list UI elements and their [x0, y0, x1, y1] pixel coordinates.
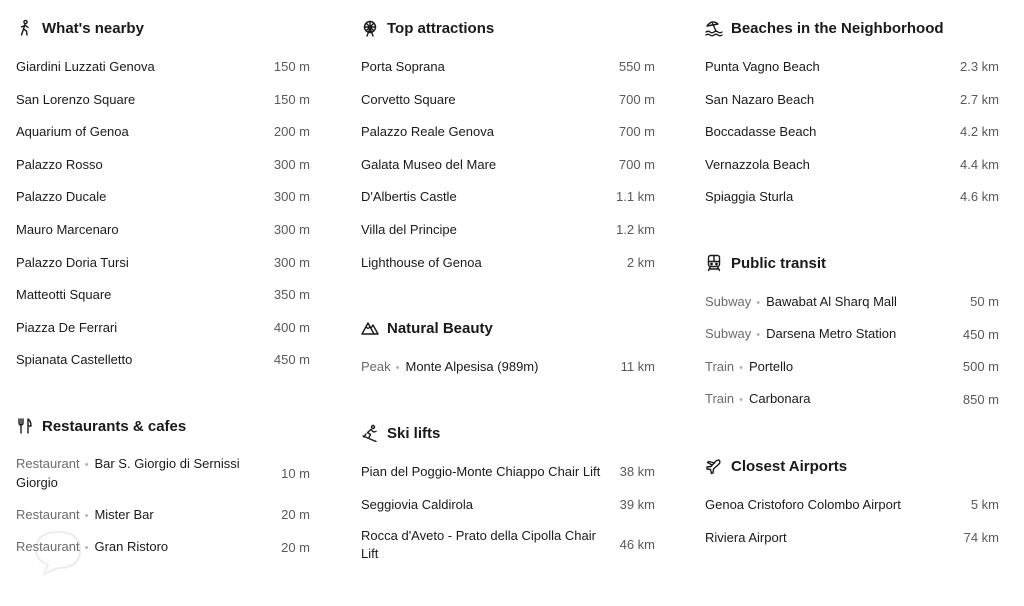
list-item[interactable] — [361, 357, 655, 377]
place-name: D'Albertis Castle — [361, 189, 457, 205]
place-category: Train — [705, 391, 735, 407]
place-distance: 400 m — [273, 319, 310, 335]
place-name: Porta Soprana — [361, 59, 445, 74]
place-name — [705, 390, 810, 409]
list-item[interactable] — [361, 90, 655, 110]
place-distance: 4.4 km — [959, 156, 999, 172]
place-name: Giardini Luzzati Genova — [16, 59, 155, 74]
place-distance: 500 m — [962, 359, 999, 375]
place-distance: 4.2 km — [959, 124, 999, 140]
separator-dot: • — [84, 509, 89, 522]
place-title: Portello — [749, 358, 794, 374]
place-list — [361, 462, 655, 563]
list-item[interactable] — [705, 90, 999, 110]
list-item[interactable] — [16, 350, 310, 370]
airplane-icon — [705, 457, 723, 475]
place-name — [705, 325, 896, 344]
separator-dot: • — [395, 361, 400, 374]
separator-dot: • — [84, 459, 89, 471]
separator-dot: • — [739, 394, 743, 407]
place-name: Spiaggia Sturla — [705, 189, 794, 205]
place-distance: 4.6 km — [959, 189, 999, 205]
place-title: Carbonara — [749, 391, 811, 407]
place-name: San Lorenzo Square — [16, 91, 136, 107]
separator-dot: • — [756, 329, 761, 342]
place-name: Palazzo Doria Tursi — [16, 254, 129, 270]
place-distance: 300 m — [273, 254, 310, 270]
place-list — [705, 292, 999, 410]
section-header — [705, 251, 999, 275]
place-name: Punta Vagno Beach — [705, 59, 820, 74]
ferris-wheel-icon — [361, 19, 379, 37]
place-distance: 300 m — [273, 221, 310, 237]
place-list — [705, 57, 999, 207]
section-header — [705, 454, 999, 478]
place-name: Villa del Principe — [361, 221, 457, 237]
list-item[interactable] — [361, 122, 655, 142]
place-name: Aquarium of Genoa — [16, 124, 129, 140]
place-name: Corvetto Square — [361, 91, 456, 107]
list-item[interactable] — [16, 220, 310, 240]
place-name: Spianata Castelletto — [16, 352, 133, 368]
place-distance: 150 m — [273, 59, 310, 74]
section-header — [705, 16, 999, 40]
place-category: Train — [705, 358, 735, 374]
place-title: Monte Alpesisa (989m) — [405, 358, 539, 374]
place-distance: 20 m — [281, 539, 310, 555]
list-item[interactable] — [16, 155, 310, 175]
fork-knife-icon — [16, 417, 34, 435]
list-item[interactable] — [16, 57, 310, 77]
place-distance: 39 km — [619, 496, 655, 512]
list-item[interactable] — [16, 253, 310, 273]
place-name: Pian del Poggio-Monte Chiappo Chair Lift — [361, 464, 601, 479]
place-name — [705, 358, 793, 377]
place-title: Gran Ristoro — [94, 539, 169, 555]
list-item[interactable] — [16, 455, 310, 492]
place-name: Palazzo Reale Genova — [361, 124, 494, 140]
place-category: Subway — [705, 293, 752, 309]
place-name: Genoa Cristoforo Colombo Airport — [705, 497, 901, 512]
place-distance: 550 m — [618, 59, 655, 74]
section-header — [361, 316, 655, 340]
place-name: Mauro Marcenaro — [16, 221, 119, 237]
place-distance: 450 m — [273, 352, 310, 368]
section-title: Public transit — [731, 254, 827, 272]
place-name: Riviera Airport — [705, 529, 787, 545]
list-item[interactable] — [16, 187, 310, 207]
place-distance: 5 km — [970, 497, 999, 512]
list-item[interactable] — [705, 187, 999, 207]
place-name — [361, 358, 538, 377]
list-item[interactable] — [705, 57, 999, 77]
section-airports — [705, 454, 999, 560]
train-icon — [705, 254, 723, 272]
list-item[interactable] — [705, 155, 999, 175]
place-distance: 1.1 km — [615, 189, 655, 205]
place-distance: 10 m — [281, 465, 310, 481]
section-top-attractions — [361, 16, 655, 285]
list-item[interactable] — [361, 57, 655, 77]
list-item[interactable] — [705, 122, 999, 142]
place-name: Lighthouse of Genoa — [361, 254, 482, 270]
list-item[interactable] — [705, 528, 999, 548]
place-name — [16, 506, 154, 525]
place-title: Darsena Metro Station — [766, 326, 897, 342]
list-item[interactable] — [705, 325, 999, 345]
place-distance: 150 m — [273, 91, 310, 107]
beach-umbrella-icon — [705, 19, 723, 37]
place-name — [16, 538, 168, 557]
place-distance: 350 m — [273, 287, 310, 303]
list-item[interactable] — [705, 495, 999, 515]
separator-dot: • — [756, 296, 761, 309]
place-title: Bar S. Giorgio di Sernissi Giorgio — [16, 456, 240, 490]
skier-icon — [361, 424, 379, 442]
list-item[interactable] — [361, 253, 655, 273]
place-list — [16, 455, 310, 558]
section-title: What's nearby — [42, 19, 144, 37]
place-name: San Nazaro Beach — [705, 91, 815, 107]
place-distance: 2.7 km — [959, 91, 999, 107]
section-header — [361, 421, 655, 445]
place-name — [705, 293, 897, 312]
place-distance: 50 m — [970, 294, 999, 309]
section-ski-lifts — [361, 421, 655, 576]
section-header — [16, 414, 310, 438]
section-title: Beaches in the Neighborhood — [731, 19, 944, 37]
separator-dot: • — [84, 542, 89, 555]
list-item[interactable] — [16, 122, 310, 142]
list-item[interactable] — [361, 220, 655, 240]
place-list — [361, 357, 655, 377]
list-item[interactable] — [361, 527, 655, 563]
place-distance: 11 km — [620, 359, 655, 374]
place-name: Seggiovia Caldirola — [361, 496, 474, 512]
place-distance: 2 km — [626, 254, 655, 270]
place-distance: 700 m — [618, 124, 655, 140]
place-distance: 20 m — [281, 507, 310, 522]
section-title: Restaurants & cafes — [42, 417, 187, 435]
place-name: Palazzo Rosso — [16, 156, 103, 172]
list-item[interactable] — [16, 505, 310, 525]
place-title: Bawabat Al Sharq Mall — [766, 293, 897, 309]
place-distance: 300 m — [273, 189, 310, 205]
list-item[interactable] — [361, 187, 655, 207]
place-distance: 74 km — [963, 529, 999, 545]
list-item[interactable] — [361, 155, 655, 175]
list-item[interactable] — [361, 462, 655, 482]
place-name: Matteotti Square — [16, 287, 112, 303]
list-item[interactable] — [16, 318, 310, 338]
place-distance: 38 km — [619, 464, 655, 479]
place-distance: 300 m — [273, 156, 310, 172]
section-whats-nearby — [16, 16, 310, 383]
place-name: Rocca d'Aveto - Prato della Cipolla Chair Lift — [361, 528, 596, 562]
place-distance: 700 m — [618, 91, 655, 107]
place-category: Subway — [705, 326, 752, 342]
place-distance: 2.3 km — [959, 59, 999, 74]
list-item[interactable] — [16, 285, 310, 305]
list-item[interactable] — [361, 495, 655, 515]
place-distance: 1.2 km — [615, 221, 655, 237]
person-walking-icon — [16, 19, 34, 37]
section-title: Natural Beauty — [387, 319, 493, 337]
section-title: Closest Airports — [731, 457, 848, 475]
place-name: Palazzo Ducale — [16, 189, 107, 205]
section-restaurants — [16, 414, 310, 570]
section-header — [361, 16, 655, 40]
place-list — [16, 57, 310, 370]
place-name — [16, 455, 256, 492]
section-title: Ski lifts — [387, 424, 441, 442]
place-category: Peak — [361, 358, 391, 374]
place-list — [361, 57, 655, 273]
place-name: Piazza De Ferrari — [16, 319, 118, 335]
place-list — [705, 495, 999, 548]
place-title: Mister Bar — [94, 506, 154, 522]
list-item[interactable] — [16, 538, 310, 558]
place-category: Restaurant — [16, 456, 80, 471]
place-name: Vernazzola Beach — [705, 156, 810, 172]
list-item[interactable] — [705, 390, 999, 410]
section-header — [16, 16, 310, 40]
section-natural-beauty — [361, 316, 655, 390]
place-distance: 700 m — [618, 156, 655, 172]
place-category: Restaurant — [16, 506, 80, 522]
place-category: Restaurant — [16, 539, 80, 555]
separator-dot: • — [739, 361, 743, 374]
section-public-transit — [705, 251, 999, 422]
place-distance: 450 m — [962, 326, 999, 342]
place-distance: 850 m — [962, 391, 999, 407]
mountain-icon — [361, 319, 379, 337]
place-distance: 46 km — [619, 537, 655, 553]
list-item[interactable] — [705, 357, 999, 377]
place-name: Galata Museo del Mare — [361, 156, 497, 172]
place-name: Boccadasse Beach — [705, 124, 817, 140]
list-item[interactable] — [705, 292, 999, 312]
list-item[interactable] — [16, 90, 310, 110]
place-distance: 200 m — [273, 124, 310, 140]
section-beaches — [705, 16, 999, 220]
section-title: Top attractions — [387, 19, 495, 37]
